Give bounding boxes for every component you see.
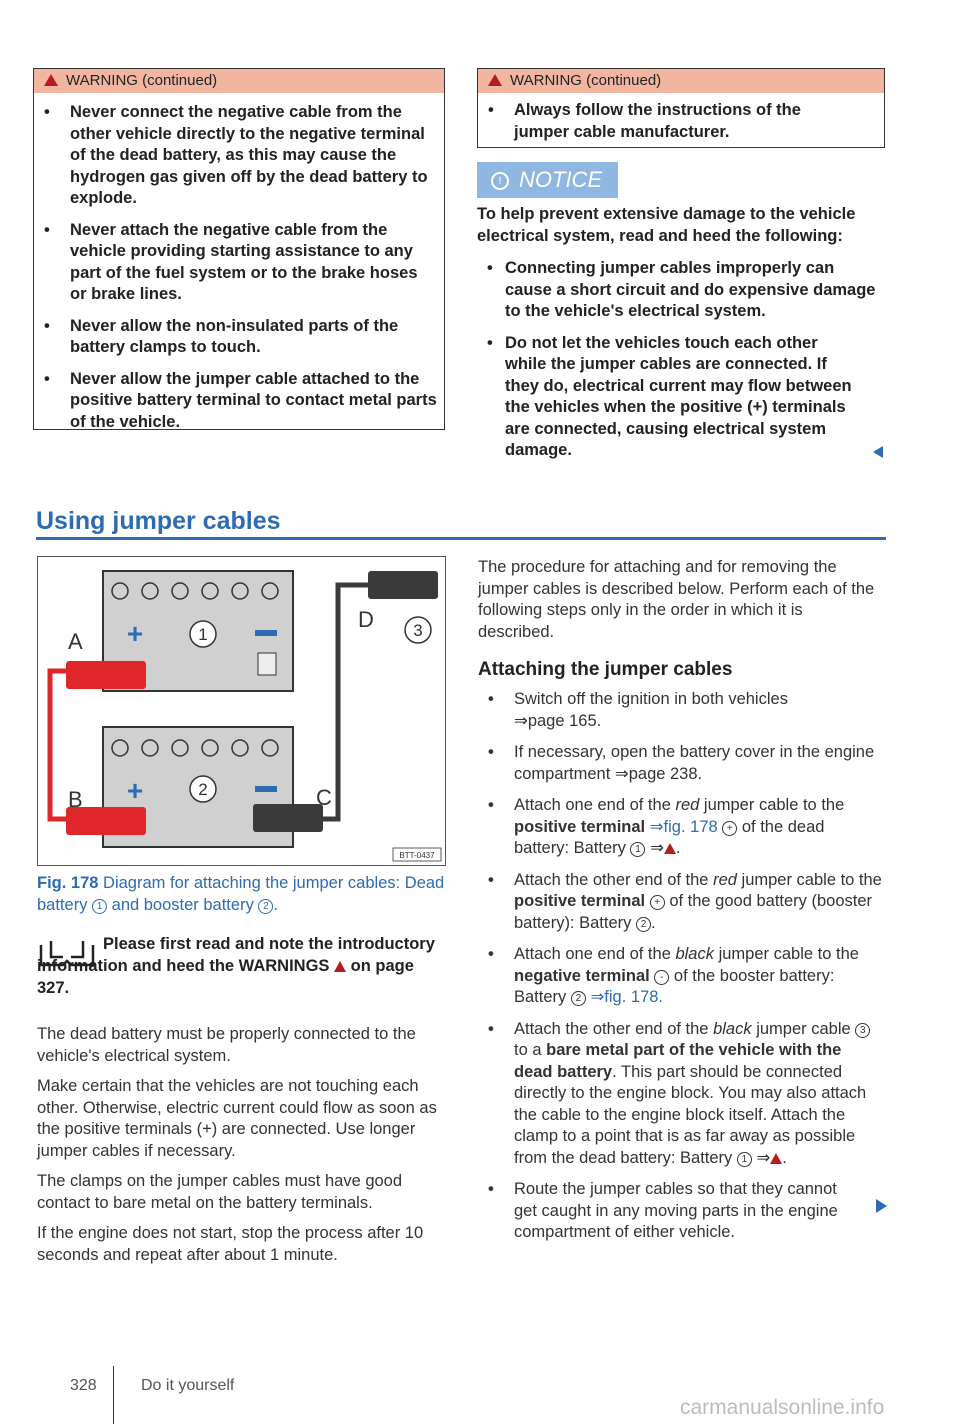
step-1: • Switch off the ignition in both vehicles ⇒page 165.	[478, 689, 883, 732]
warning-item: • Always follow the instructions of the jumper cable manufacturer.	[478, 100, 884, 143]
footer-divider	[113, 1366, 114, 1424]
minus-sign	[255, 630, 277, 636]
warning-item: • Never allow the jumper cable attached to the positive battery terminal to contact metal parts of the vehicle.	[34, 369, 444, 434]
notice-block	[477, 162, 883, 462]
step-7: • Route the jumper cables so that they cannot get caught in any moving parts in the engine compartment of either vehicle.	[478, 1179, 883, 1244]
label-a: A	[68, 629, 83, 654]
section-title: Using jumper cables	[36, 507, 281, 535]
step-5: • Attach one end of the black jumper cable to the negative terminal - of the booster battery: Battery 2 ⇒fig. 178.	[478, 944, 883, 1009]
red-clamp-a	[66, 661, 146, 689]
right-body	[478, 557, 883, 1244]
notice-intro: To help prevent extensive damage to the vehicle electrical system, read and heed the following:	[477, 205, 856, 245]
callout-3: 3	[413, 621, 423, 640]
notice-item: • Do not let the vehicles touch each other while the jumper cables are connected. If they do, electrical current may flow between the vehicles when the positive (+) terminals are connected, causing electrical system damage.	[477, 333, 883, 462]
page-number: 328	[70, 1377, 97, 1394]
figure-178	[37, 556, 446, 866]
warning-icon	[664, 843, 676, 854]
warning-box-right	[477, 68, 885, 148]
warning-icon	[770, 1153, 782, 1164]
label-d: D	[358, 607, 374, 632]
book-icon	[37, 937, 97, 969]
step-6: • Attach the other end of the black jumper cable 3 to a bare metal part of the vehicle with the dead battery. This part should be connected directly to the engine block. You may also attach the cable to the engine block itself. Attach the clamp to a point that is as far away as possible from the dead battery: Battery 1 ⇒ .	[478, 1019, 883, 1170]
figure-code: BTT-0437	[399, 851, 435, 860]
battery-2-icon: 2	[258, 899, 273, 914]
warning-box-left	[33, 68, 445, 430]
intro-note: Please first read and note the introductory information and heed the WARNINGS on page 327.	[37, 935, 435, 997]
plus-sign: +	[126, 618, 144, 649]
label-b: B	[68, 787, 83, 812]
procedure-intro: The procedure for attaching and for removing the jumper cables is described below. Perform each of the following steps only in the order in which it is described.	[478, 558, 875, 641]
warning-icon	[44, 74, 58, 86]
jumper-diagram	[38, 557, 445, 865]
battery-1-icon: 1	[630, 842, 645, 857]
battery-2-icon: 2	[571, 991, 586, 1006]
warning-icon	[334, 961, 346, 972]
left-body	[37, 1024, 437, 1266]
black-clamp-d	[368, 571, 438, 599]
battery-2-icon: 2	[636, 917, 651, 932]
battery-1-icon: 1	[92, 899, 107, 914]
notice-tab: ! NOTICE	[477, 162, 618, 198]
end-of-section-icon	[873, 446, 883, 458]
paragraph: If the engine does not start, stop the process after 10 seconds and repeat after about 1 minute.	[37, 1224, 424, 1264]
label-c: C	[316, 785, 332, 810]
section-rule	[36, 537, 886, 540]
watermark: carmanualsonline.info	[680, 1396, 885, 1419]
callout-2: 2	[198, 780, 208, 799]
warning-item: • Never connect the negative cable from the other vehicle directly to the negative terminal of the dead battery, as this may cause the hydrogen gas given off by the dead battery to explode.	[34, 102, 444, 210]
fig-link[interactable]: ⇒fig. 178	[649, 817, 718, 836]
warning-icon	[488, 74, 502, 86]
continue-arrow-icon	[876, 1199, 887, 1213]
attach-heading: Attaching the jumper cables	[478, 659, 733, 680]
figure-caption: Fig. 178 Diagram for attaching the jumper cables: Dead battery 1 and booster battery 2 .	[37, 874, 445, 914]
minus-sign	[255, 786, 277, 792]
callout-1: 1	[198, 625, 208, 644]
warning-item: • Never allow the non-insulated parts of the battery clamps to touch.	[34, 316, 444, 359]
paragraph: Make certain that the vehicles are not touching each other. Otherwise, electric current could flow as soon as the positive terminals (+) are connected. Use longer jumper cables if necessary.	[37, 1077, 437, 1160]
negative-post	[258, 653, 276, 675]
warning-header: WARNING (continued)	[34, 69, 444, 93]
battery-1-icon: 1	[737, 1152, 752, 1167]
black-clamp-c	[253, 804, 323, 832]
plus-terminal-icon: +	[650, 895, 665, 910]
plus-sign: +	[126, 775, 144, 806]
callout-3-icon: 3	[855, 1023, 870, 1038]
fig-link[interactable]: ⇒fig. 178.	[590, 988, 664, 1006]
warning-item: • Never attach the negative cable from the vehicle providing starting assistance to any part of the fuel system or to the brake hoses or brake lines.	[34, 220, 444, 306]
footer-section: Do it yourself	[141, 1377, 235, 1394]
notice-icon: !	[491, 172, 509, 190]
step-4: • Attach the other end of the red jumper cable to the positive terminal + of the good battery (booster battery): Battery 2 .	[478, 870, 883, 935]
minus-terminal-icon: -	[654, 970, 669, 985]
plus-terminal-icon: +	[722, 821, 737, 836]
step-3: • Attach one end of the red jumper cable to the positive terminal ⇒fig. 178 + of the dead battery: Battery 1 ⇒ .	[478, 795, 883, 860]
paragraph: The clamps on the jumper cables must have good contact to bare metal on the battery terminals.	[37, 1172, 403, 1212]
notice-item: • Connecting jumper cables improperly can cause a short circuit and do expensive damage to the vehicle's electrical system.	[477, 258, 883, 323]
warning-header: WARNING (continued)	[478, 69, 884, 93]
paragraph: The dead battery must be properly connected to the vehicle's electrical system.	[37, 1025, 416, 1065]
step-2: • If necessary, open the battery cover in the engine compartment ⇒page 238.	[478, 742, 883, 785]
